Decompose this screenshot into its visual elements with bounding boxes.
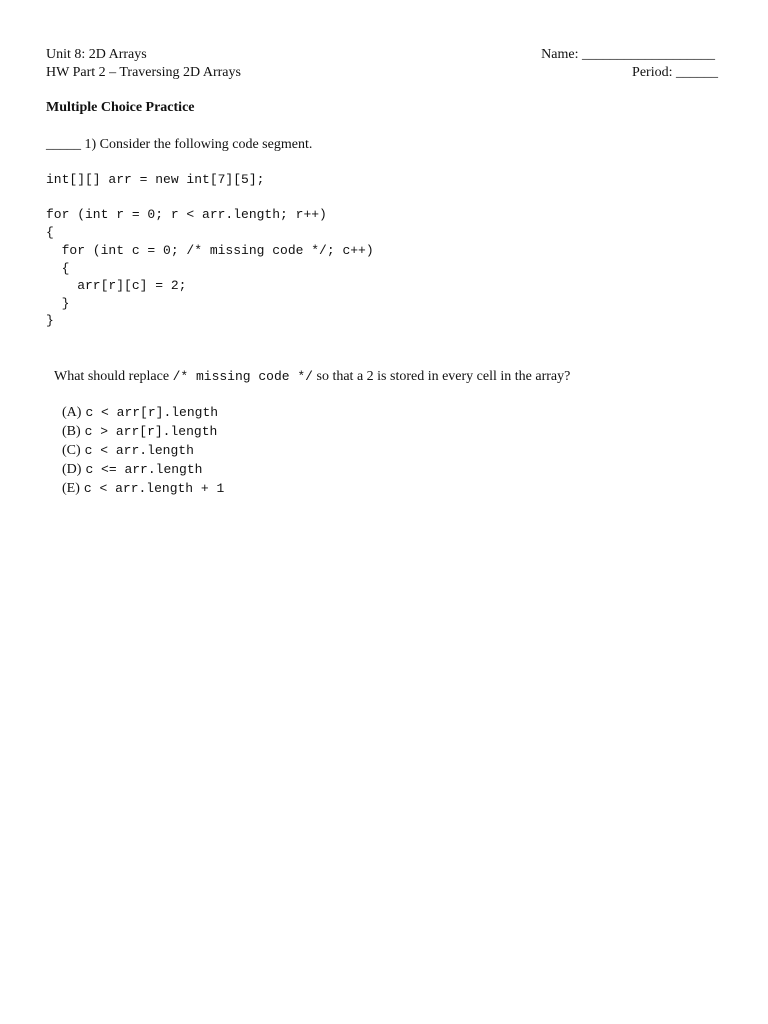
choice-code: c < arr[r].length — [85, 405, 219, 420]
choice-label: (E) — [62, 481, 80, 496]
homework-subtitle: HW Part 2 – Traversing 2D Arrays — [46, 65, 241, 80]
code-line: } — [46, 296, 70, 311]
unit-title: Unit 8: 2D Arrays — [46, 47, 147, 62]
section-title: Multiple Choice Practice — [46, 100, 195, 115]
code-line: } — [46, 313, 54, 328]
question-ask — [46, 349, 570, 385]
choice-code: c > arr[r].length — [84, 424, 218, 439]
choice-label: (C) — [62, 443, 81, 458]
code-line: arr[r][c] = 2; — [46, 278, 187, 293]
choice-label: (A) — [62, 405, 82, 420]
name-field: Name: ___________________ — [541, 47, 715, 62]
choice-code: c < arr.length + 1 — [83, 481, 225, 496]
code-line: { — [46, 261, 70, 276]
code-line: int[][] arr = new int[7][5]; — [46, 172, 265, 187]
choice-label: (D) — [62, 462, 82, 477]
code-line: { — [46, 225, 54, 240]
question-ask-text: so that a 2 is stored in every cell in the array? — [313, 369, 571, 384]
choice-e — [46, 461, 224, 515]
question-ask-code: /* missing code */ — [172, 369, 313, 384]
choice-code: c < arr.length — [84, 443, 194, 458]
choice-code: c <= arr.length — [85, 462, 203, 477]
code-line: for (int r = 0; r < arr.length; r++) — [46, 207, 327, 222]
period-field: Period: ______ — [632, 65, 718, 80]
code-line: for (int c = 0; /* missing code */; c++) — [46, 243, 374, 258]
question-ask-text: What should replace — [54, 369, 173, 384]
choice-label: (B) — [62, 424, 81, 439]
question-prompt: _____ 1) Consider the following code segment. — [46, 137, 313, 152]
